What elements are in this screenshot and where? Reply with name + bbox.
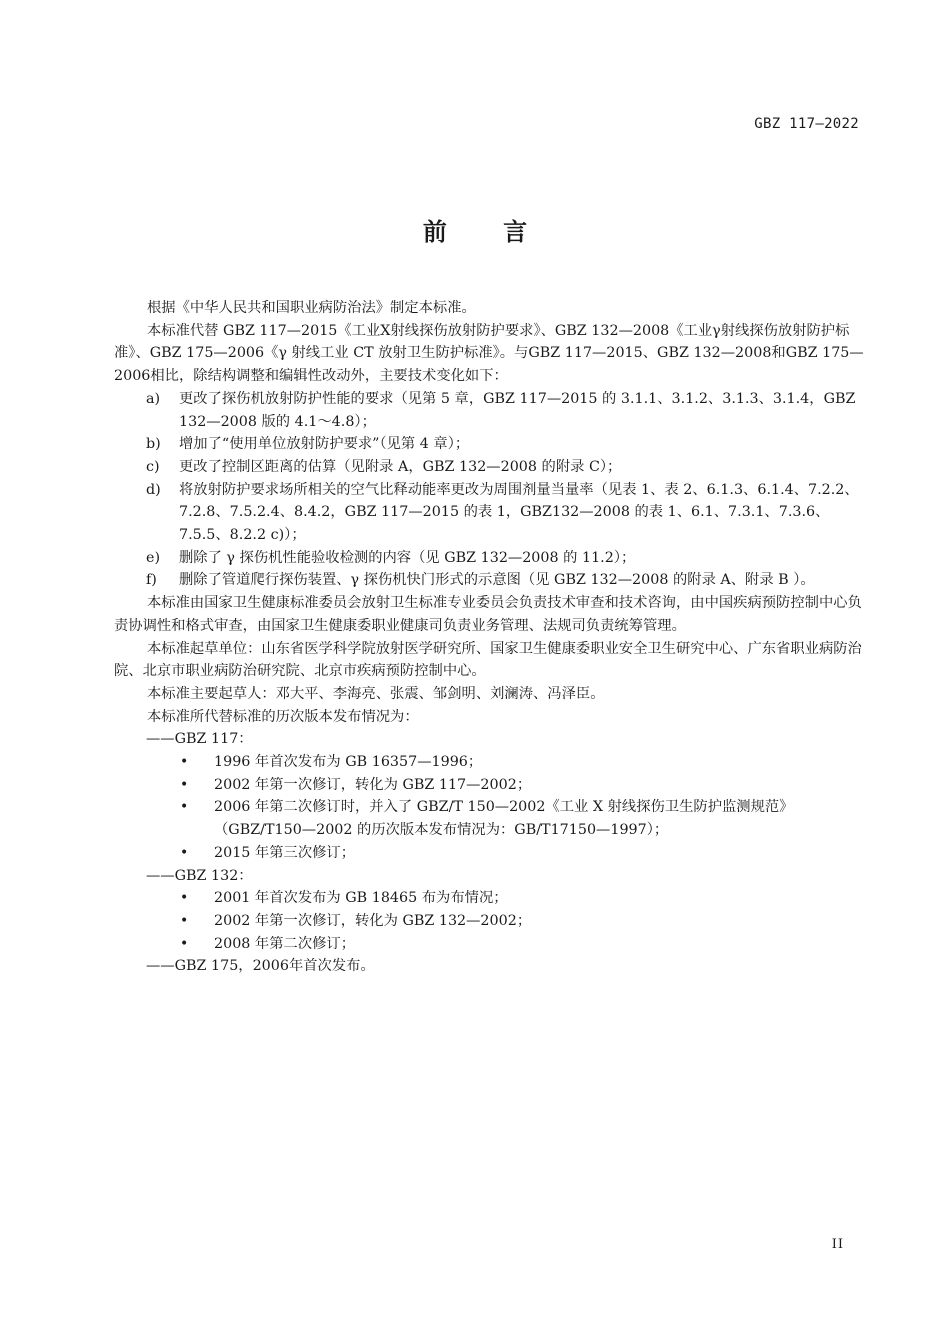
history-item	[114, 842, 870, 865]
document-code: GBZ 117—2022	[754, 116, 859, 132]
history-item-text: 2008 年第二次修订；	[214, 935, 356, 952]
list-marker: f)	[146, 572, 157, 589]
history-item	[114, 796, 870, 841]
history-item	[114, 887, 870, 910]
list-item	[114, 433, 870, 456]
list-item-text: 删除了管道爬行探伤装置、γ 探伤机快门形式的示意图（见 GBZ 132—2008 的附录 A、附录 B ）。	[179, 572, 815, 589]
list-item	[114, 547, 870, 570]
paragraph-basis: 根据《中华人民共和国职业病防治法》制定本标准。	[147, 300, 476, 316]
history-gbz132-heading: ——GBZ 132：	[146, 867, 253, 884]
list-item-text: 将放射防护要求场所相关的空气比释动能率更改为周围剂量当量率（见表 1、表 2、6.1.3、6.1.4、7.2.2、7.2.8、7.5.2.4、8.4.2，GBZ 117—2015 的表 1，GBZ132—2008 的表 1、6.1、7.3.1、7.3.6、7.5.5、8.2.2 c)）；	[179, 481, 859, 544]
paragraph-drafting-units: 本标准起草单位：山东省医学科学院放射医学研究所、国家卫生健康委职业安全卫生研究中心、广东省职业病防治院、北京市职业病防治研究院、北京市疾病预防控制中心。	[114, 640, 862, 680]
list-marker: a)	[146, 390, 161, 407]
list-item	[114, 388, 870, 433]
history-item	[114, 751, 870, 774]
history-item	[114, 774, 870, 797]
history-item-text: 1996 年首次发布为 GB 16357—1996；	[214, 754, 483, 771]
bullet-icon: •	[180, 844, 189, 861]
list-marker: e)	[146, 549, 161, 566]
bullet-icon: •	[180, 776, 189, 793]
history-item-text: 2002 年第一次修订，转化为 GBZ 117—2002；	[214, 776, 532, 793]
bullet-icon: •	[180, 799, 189, 816]
list-item-text: 更改了控制区距离的估算（见附录 A，GBZ 132—2008 的附录 C）；	[179, 458, 622, 475]
history-item-text: 2002 年第一次修订，转化为 GBZ 132—2002；	[214, 912, 532, 929]
history-item-text: 2006 年第二次修订时，并入了 GBZ/T 150—2002《工业 X 射线探伤卫生防护监测规范》（GBZ/T150—2002 的历次版本发布情况为：GB/T17150—1997）；	[214, 799, 794, 839]
list-item-text: 增加了“使用单位放射防护要求”（见第 4 章）；	[179, 436, 470, 453]
bullet-icon: •	[180, 754, 189, 771]
history-gbz175-line: ——GBZ 175，2006年首次发布。	[146, 958, 375, 975]
paragraph-review: 本标准由国家卫生健康标准委员会放射卫生标准专业委员会负责技术审查和技术咨询，由中国疾病预防控制中心负责协调性和格式审查，由国家卫生健康委职业健康司负责业务管理、法规司负责统筹管理。	[114, 595, 862, 634]
list-item	[114, 456, 870, 479]
list-item	[114, 569, 870, 592]
document-body	[114, 297, 870, 978]
history-item	[114, 933, 870, 956]
bullet-icon: •	[180, 935, 189, 952]
bullet-icon: •	[180, 890, 189, 907]
page-number: II	[831, 1237, 844, 1252]
history-item-text: 2015 年第三次修订；	[214, 844, 356, 861]
list-item-text: 更改了探伤机放射防护性能的要求（见第 5 章，GBZ 117—2015 的 3.1.1、3.1.2、3.1.3、3.1.4，GBZ 132—2008 版的 4.1～4.8）；	[179, 390, 856, 430]
bullet-icon: •	[180, 912, 189, 929]
paragraph-history-intro: 本标准所代替标准的历次版本发布情况为：	[147, 708, 419, 725]
history-gbz117-heading: ——GBZ 117：	[146, 731, 253, 748]
list-item	[114, 479, 870, 547]
paragraph-replacement: 本标准代替 GBZ 117—2015《工业X射线探伤放射防护要求》、GBZ 132—2008《工业γ射线探伤放射防护标准》、GBZ 175—2006《γ 射线工业 CT 放射卫生防护标准》。与GBZ 117—2015、GBZ 132—2008和GBZ 175—2006相比，除结构调整和编辑性改动外，主要技术变化如下：	[114, 322, 864, 385]
list-marker: d)	[146, 481, 161, 498]
list-marker: c)	[146, 458, 160, 475]
paragraph-drafters: 本标准主要起草人：邓大平、李海亮、张震、邹剑明、刘澜涛、冯泽臣。	[147, 685, 605, 702]
list-item-text: 删除了 γ 探伤机性能验收检测的内容（见 GBZ 132—2008 的 11.2）；	[179, 549, 636, 566]
history-item	[114, 910, 870, 933]
list-marker: b)	[146, 436, 161, 453]
history-item-text: 2001 年首次发布为 GB 18465 布为布情况；	[214, 890, 508, 907]
page-title: 前 言	[422, 218, 552, 246]
